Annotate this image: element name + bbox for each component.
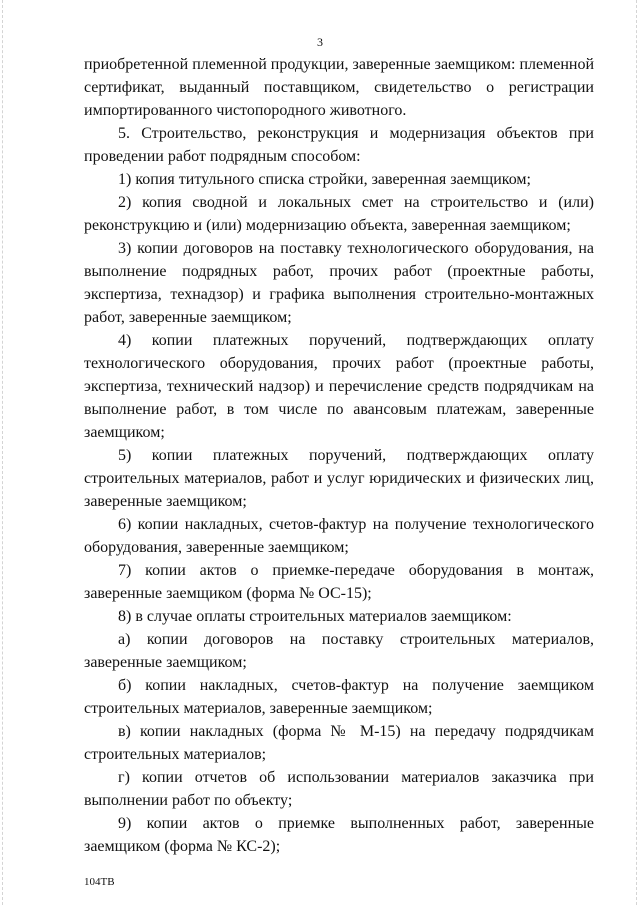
- list-item-7: 7) копии актов о приемке-передаче оборудования в монтаж, заверенные заемщиком (форма № ОС-15);: [84, 562, 594, 602]
- list-item-8: 8) в случае оплаты строительных материалов заемщиком:: [118, 608, 512, 625]
- sub-item-b: б) копии накладных, счетов-фактур на получение заемщиком строительных материалов, заверенные заемщиком;: [84, 677, 594, 717]
- list-item-4: 4) копии платежных поручений, подтверждающих оплату технологического оборудования, прочих работ (проектные работы, экспертиза, технический надзор) и перечисление средств подрядчикам на выполнение работ, в том числе по авансовым платежам, заверенные заемщиком;: [84, 332, 594, 441]
- document-body: [84, 53, 594, 858]
- footer-code: 104ТВ: [84, 876, 115, 888]
- list-item-6: 6) копии накладных, счетов-фактур на получение технологического оборудования, заверенные заемщиком;: [84, 516, 594, 556]
- scan-edge-left: [2, 0, 5, 905]
- list-item-2: 2) копия сводной и локальных смет на строительство и (или) реконструкцию и (или) модернизацию объекта, заверенная заемщиком;: [84, 194, 594, 234]
- sub-item-v: в) копии накладных (форма № М-15) на передачу подрядчикам строительных материалов;: [84, 723, 594, 763]
- list-item-9: 9) копии актов о приемке выполненных работ, заверенные заемщиком (форма № КС-2);: [84, 815, 594, 855]
- list-item-5: 5) копии платежных поручений, подтверждающих оплату строительных материалов, работ и услуг юридических и физических лиц, заверенные заемщиком;: [84, 447, 594, 510]
- list-item-1: 1) копия титульного списка стройки, заверенная заемщиком;: [118, 171, 531, 188]
- sub-item-a: а) копии договоров на поставку строительных материалов, заверенные заемщиком;: [84, 631, 594, 671]
- page-number: 3: [317, 35, 323, 49]
- list-item-3: 3) копии договоров на поставку технологического оборудования, на выполнение подрядных работ, прочих работ (проектные работы, экспертиза, технадзор) и графика выполнения строительно-монтажных работ, заверенные заемщиком;: [84, 240, 594, 326]
- paragraph-continuation: приобретенной племенной продукции, заверенные заемщиком: племенной сертификат, выданный поставщиком, свидетельство о регистрации импортированного чистопородного животного.: [84, 56, 594, 119]
- scan-edge-right: [634, 0, 637, 905]
- paragraph-section-5: 5. Строительство, реконструкция и модернизация объектов при проведении работ подрядным способом:: [84, 125, 594, 165]
- sub-item-g: г) копии отчетов об использовании материалов заказчика при выполнении работ по объекту;: [84, 769, 594, 809]
